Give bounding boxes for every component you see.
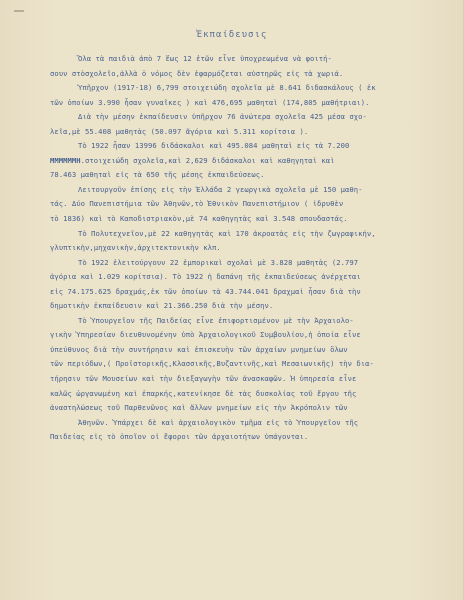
text-line: 78.463 μαθηταὶ εἰς τὰ 650 τῆς μέσης ἐκπαιδεύσεως. — [50, 170, 265, 180]
line-text: .στοιχειώδη σχολεῖα,καὶ 2,629 διδάσκαλοι καὶ καθηγηταὶ καὶ — [80, 155, 335, 165]
text-line: Τὸ Ὑπουργεῖον τῆς Παιδείας εἶνε ἐπιφορτισμένον μὲ τὴν Ἀρχαιολο- — [78, 315, 354, 325]
text-line: Ὑπῆρχον (1917-18) 6,799 στοιχειώδη σχολεῖα μὲ 8.641 διδασκάλους ( ἐκ — [78, 83, 376, 93]
staple-mark — [14, 10, 24, 12]
text-line: τῶν περιόδων,( Προϊστορικῆς,Κλασσικῆς,Βυζαντινῆς,καὶ Μεσαιωνικῆς) τὴν δια- — [50, 359, 374, 369]
text-line: καλῶς ὠργανωμένη καὶ ἐπαρκής,κατενίκησε δὲ τὰς δυσκολίας τοῦ ἔργου τῆς — [50, 388, 357, 398]
text-line: γλυπτικὴν,μηχανικὴν,ἀρχιτεκτονικὴν κλπ. — [50, 243, 221, 253]
text-line: Τὸ Πολυτεχνεῖον,μὲ 22 καθηγητὰς καὶ 170 ἀκροατὰς εἰς τὴν ζωγραφικήν, — [78, 228, 376, 238]
text-line: Ὅλα τὰ παιδιὰ ἀπὸ 7 ἕως 12 ἐτῶν εἶνε ὑποχρεωμένα νὰ φοιτή- — [78, 54, 332, 63]
text-line: ὑπεύθυνος διὰ τὴν συντήρησιν καὶ ἐπισκευὴν τῶν ἀρχαίων μνημείων ὅλων — [50, 344, 348, 354]
text-line: Τὸ 1922 ἦσαν 13996 διδάσκαλοι καὶ 495.084 μαθηταὶ εἰς τὰ 7.200 — [78, 141, 350, 151]
text-line: γικὴν Ὑπηρεσίαν διευθυνομένην ὑπὸ Ἀρχαιολογικοῦ Συμβουλίου,ἡ ὁποία εἶνε — [50, 330, 361, 340]
text-line: σουν στὸσχολεῖο,ἀλλὰ ὁ νόμος δὲν ἐφαρμόζεται αὐστηρῶς εἰς τὰ χωριά. — [50, 68, 344, 78]
text-line: Τὸ 1922 ἐλειτούργουν 22 ἐμπορικαὶ σχολαὶ μὲ 3.828 μαθητὰς (2.797 — [78, 257, 359, 267]
text-line: ἀναστηλώσεως τοῦ Παρθενῶνος καὶ ἄλλων μνημείων εἰς τὴν Ἀκρόπολιν τῶν — [50, 403, 348, 413]
text-line: τήρησιν τῶν Μουσείων καὶ τὴν διεξαγωγὴν τῶν ἀνασκαφῶν. Ἡ ὑπηρεσία εἶνε — [50, 374, 357, 384]
text-line: Λειτουργοῦν ἐπίσης εἰς τὴν Ἑλλάδα 2 γεωργικὰ σχολεῖα μὲ 150 μαθη- — [78, 184, 363, 194]
text-line: Διὰ τὴν μέσην ἐκπαίδευσιν ὑπῆρχον 76 ἀνώτερα σχολεῖα 425 μέσα σχο- — [78, 112, 367, 122]
text-line: τάς. Δύο Πανεπιστήμια τῶν Ἀθηνῶν,τὸ Ἐθνικὸν Πανεπιστήμιον ( ἱδρυθὲν — [50, 199, 344, 209]
text-line: Ἀθηνῶν. Ὑπάρχει δὲ καὶ ἀρχαιολογικὸν τμῆμα εἰς τὸ Ὑπουργεῖον τῆς — [78, 417, 359, 427]
text-line: ἀγόρια καὶ 1.029 κορίτσια). Τὸ 1922 ἡ δαπάνη τῆς ἐκπαιδεύσεως ἀνέρχεται — [50, 272, 361, 282]
text-line — [50, 154, 428, 169]
text-line: εἰς 74.175.625 δραχμάς,ἐκ τῶν ὁποίων τὰ 43.744.041 δραχμαὶ ἦσαν διὰ τὴν — [50, 286, 361, 296]
text-line: τὸ 1836) καὶ τὸ Καποδιστριακὸν,μὲ 74 καθηγητὰς καὶ 3.548 σπουδαστάς. — [50, 214, 348, 224]
text-line: δημοτικὴν ἐκπαίδευσιν καὶ 21.366.250 διὰ τὴν μέσην. — [50, 301, 274, 311]
struck-text: ΜΜΜΜΜΜΗ — [50, 155, 81, 165]
text-line: Παιδείας εἰς τὸ ὁποῖον οἱ ἔφοροι τῶν ἀρχαιοτήτων ὑπάγονται. — [50, 432, 309, 442]
text-line: λεῖα,μὲ 55.408 μαθητὰς (50.097 ἄγόρια καὶ 5.311 κορίτσια ). — [50, 126, 309, 136]
text-line: τῶν ὁποίων 3.990 ἦσαν γυναῖκες ) καὶ 476,695 μαθηταὶ (174,805 μαθήτριαι). — [50, 97, 370, 107]
document-body — [50, 52, 428, 445]
page-title: Ἐκπαίδευσις — [196, 30, 268, 40]
